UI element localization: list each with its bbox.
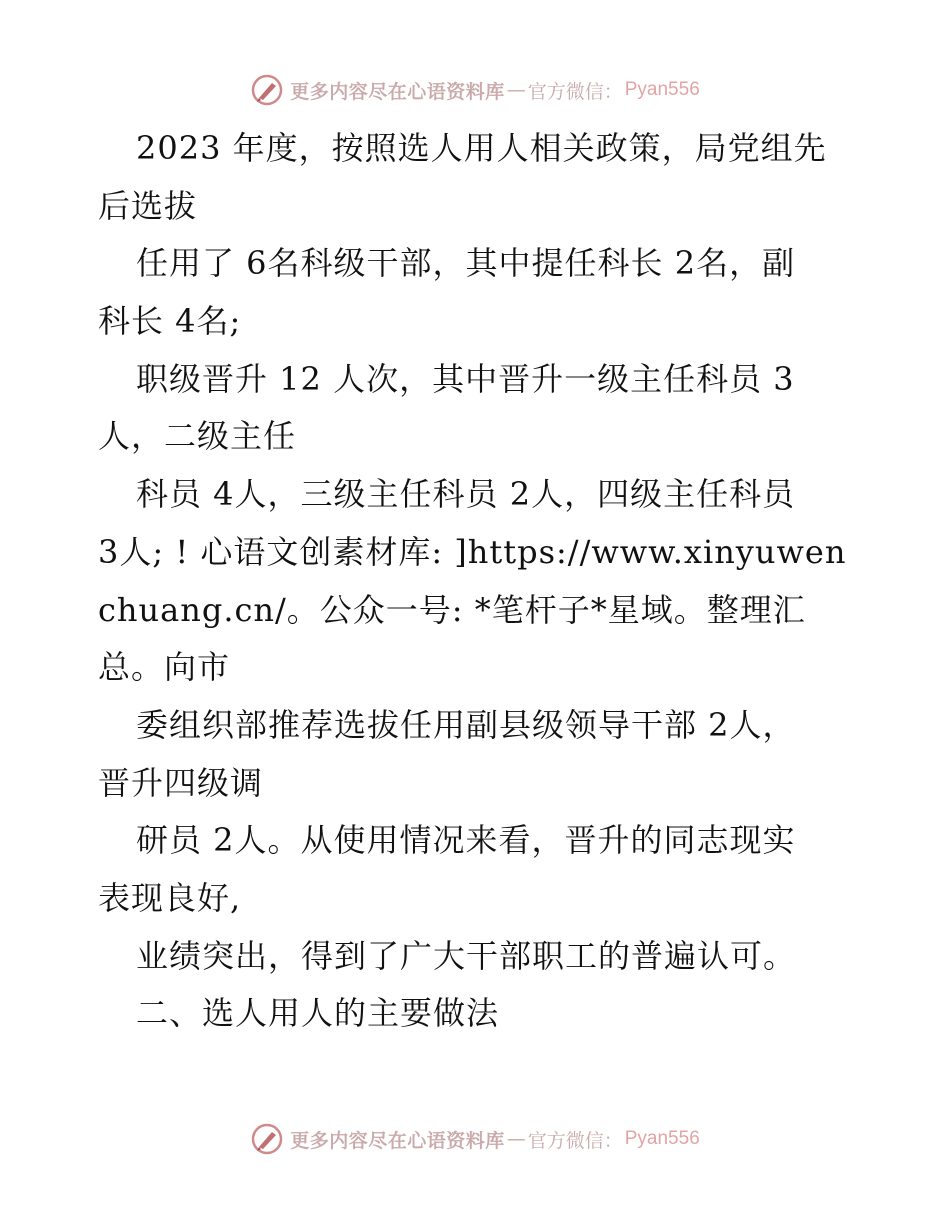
watermark-wechat-label: 官方微信：	[527, 1129, 623, 1152]
section-heading: 二、选人用人的主要做法	[136, 994, 500, 1033]
text-line: 科员 4人，三级主任科员 2人，四级主任科员	[136, 475, 796, 514]
text-line: 职级晋升 12 人次，其中晋升一级主任科员 3	[136, 359, 795, 398]
text-line: 人，二级主任	[98, 417, 297, 456]
watermark-wechat-id: Pyan556	[624, 1128, 700, 1149]
watermark-text: 更多内容尽在心语资料库	[290, 80, 505, 103]
text-line: 任用了 6名科级干部，其中提任科长 2名，副	[136, 244, 796, 283]
text-line: 后选拔	[98, 186, 198, 225]
text-line: 3人; ! 心语文创素材库: ]https://www.xinyuwen	[98, 532, 847, 571]
text-line: chuang.cn/。公众一号: *笔杆子*星域。整理汇	[98, 590, 806, 629]
text-line: 委组织部推荐选拔任用副县级领导干部 2人，	[136, 705, 796, 744]
watermark-wechat-label: 官方微信：	[527, 80, 623, 103]
text-line: 总。向市	[98, 648, 231, 687]
watermark-dash: —	[506, 79, 526, 101]
text-line: 业绩突出，得到了广大干部职工的普遍认可。	[136, 936, 797, 975]
footer-watermark	[0, 1122, 950, 1156]
text-line: 表现良好,	[98, 878, 242, 917]
watermark-wechat-id: Pyan556	[624, 79, 700, 100]
watermark-text: 更多内容尽在心语资料库	[290, 1129, 505, 1152]
document-body	[98, 120, 858, 1043]
text-line: 科长 4名;	[98, 302, 242, 341]
pen-circle-logo-icon	[250, 73, 284, 107]
text-line: 晋升四级调	[98, 763, 264, 802]
watermark-dash: —	[506, 1128, 526, 1150]
header-watermark	[0, 73, 950, 107]
text-line: 研员 2人。从使用情况来看，晋升的同志现实	[136, 821, 796, 860]
pen-circle-logo-icon	[250, 1122, 284, 1156]
text-line: 2023 年度，按照选人用人相关政策，局党组先	[136, 129, 827, 167]
